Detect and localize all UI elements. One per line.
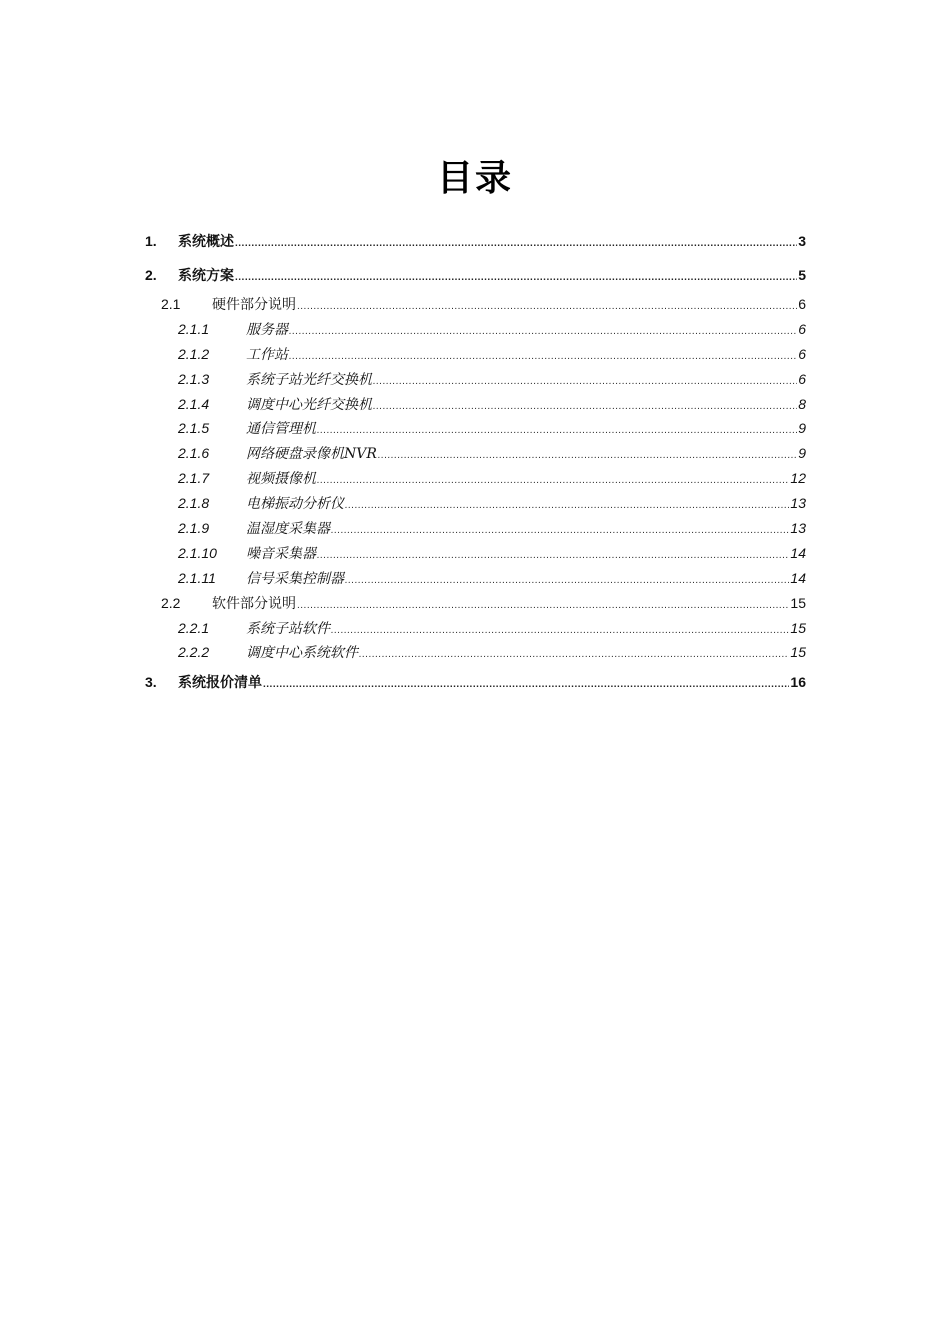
toc-entry-page: 15 (790, 644, 806, 661)
toc-entry-page: 3 (798, 233, 806, 249)
toc-entry-level3[interactable] (145, 441, 806, 466)
toc-entry-page: 16 (790, 674, 806, 691)
toc-entry-label: 温湿度采集器 (246, 521, 330, 538)
toc-entry-number: 2.1.1 (178, 320, 210, 337)
toc-entry-page: 8 (798, 395, 806, 412)
toc-entry-number: 2.1.2 (178, 345, 210, 362)
toc-entry-page: 15 (790, 594, 806, 611)
toc-entry-page: 15 (790, 619, 806, 636)
dot-leader (297, 594, 789, 619)
toc-entry-number: 2.1.9 (178, 520, 210, 537)
dot-leader (297, 295, 797, 320)
toc-entry-level1[interactable] (145, 258, 806, 292)
dot-leader (235, 227, 797, 261)
toc-entry-level3[interactable] (145, 516, 806, 541)
toc-entry-label: 信号采集控制器 (246, 570, 344, 587)
dot-leader (263, 668, 789, 702)
toc-entry-label: 系统概述 (178, 233, 234, 249)
toc-entry-label: 调度中心系统软件 (246, 645, 358, 662)
toc-entry-number: 2.1.5 (178, 420, 210, 437)
toc-entry-level3[interactable] (145, 640, 806, 665)
toc-entry-page: 12 (790, 470, 806, 487)
toc-entry-label: 网络硬盘录像机NVR (246, 446, 377, 463)
toc-entry-level3[interactable] (145, 566, 806, 591)
toc-entry-level3[interactable] (145, 466, 806, 491)
dot-leader (378, 444, 797, 469)
toc-entry-level3[interactable] (145, 416, 806, 441)
dot-leader (289, 345, 797, 370)
toc-entry-label: 通信管理机 (246, 421, 316, 438)
toc-entry-level2[interactable] (145, 591, 806, 616)
toc-entry-label: 服务器 (246, 321, 288, 338)
toc-entry-page: 14 (790, 544, 806, 561)
toc-entry-level1[interactable] (145, 224, 806, 258)
toc-entry-number: 2.1.10 (178, 544, 217, 561)
toc-entry-number: 1. (145, 233, 157, 249)
toc-entry-number: 2.2 (161, 594, 181, 611)
toc-entry-page: 13 (790, 520, 806, 537)
toc-entry-level3[interactable] (145, 367, 806, 392)
toc-entry-label: 系统报价清单 (178, 674, 262, 691)
toc-entry-label: 系统子站软件 (246, 620, 330, 637)
dot-leader (331, 519, 789, 544)
toc-entry-number: 2.1.7 (178, 470, 210, 487)
toc-entry-level3[interactable] (145, 392, 806, 417)
dot-leader (331, 619, 789, 644)
dot-leader (317, 419, 797, 444)
toc-entry-number: 2.1.11 (178, 569, 216, 586)
dot-leader (359, 643, 789, 668)
dot-leader (317, 469, 789, 494)
toc-entry-page: 6 (798, 345, 806, 362)
toc-title: 目录 (436, 158, 513, 199)
dot-leader (373, 395, 797, 420)
toc-entry-page: 6 (798, 370, 806, 387)
toc-entry-page: 14 (790, 569, 806, 586)
toc-entry-page: 9 (798, 420, 806, 437)
table-of-contents (145, 224, 806, 699)
toc-entry-label: 噪音采集器 (246, 545, 316, 562)
dot-leader (289, 320, 797, 345)
dot-leader (345, 494, 789, 519)
dot-leader (235, 261, 797, 295)
toc-entry-page: 9 (798, 445, 806, 462)
toc-entry-number: 2.1.6 (178, 445, 210, 462)
toc-entry-number: 2.1 (161, 296, 181, 312)
toc-entry-level2[interactable] (145, 292, 806, 317)
toc-entry-level3[interactable] (145, 616, 806, 641)
toc-entry-page: 13 (790, 495, 806, 512)
toc-entry-level3[interactable] (145, 317, 806, 342)
toc-entry-page: 6 (798, 296, 806, 312)
toc-entry-number: 3. (145, 674, 157, 691)
toc-entry-number: 2.1.3 (178, 370, 210, 387)
dot-leader (373, 370, 797, 395)
toc-entry-label: 电梯振动分析仪 (246, 496, 344, 513)
toc-entry-label: 软件部分说明 (212, 595, 296, 612)
toc-entry-number: 2.1.8 (178, 495, 210, 512)
toc-entry-level1[interactable] (145, 665, 806, 699)
toc-entry-label: 硬件部分说明 (212, 297, 296, 313)
toc-entry-level3[interactable] (145, 541, 806, 566)
toc-entry-number: 2.2.1 (178, 619, 210, 636)
toc-entry-number: 2. (145, 267, 157, 283)
toc-entry-page: 6 (798, 320, 806, 337)
toc-entry-label: 工作站 (246, 346, 288, 363)
toc-entry-label: 调度中心光纤交换机 (246, 396, 372, 413)
toc-entry-level3[interactable] (145, 491, 806, 516)
dot-leader (317, 544, 789, 569)
toc-entry-number: 2.2.2 (178, 644, 210, 661)
toc-entry-label: 系统方案 (178, 267, 234, 283)
toc-entry-level3[interactable] (145, 342, 806, 367)
toc-entry-number: 2.1.4 (178, 395, 210, 412)
toc-entry-page: 5 (798, 267, 806, 283)
toc-entry-label: 系统子站光纤交换机 (246, 371, 372, 388)
toc-entry-label: 视频摄像机 (246, 471, 316, 488)
dot-leader (345, 569, 789, 594)
